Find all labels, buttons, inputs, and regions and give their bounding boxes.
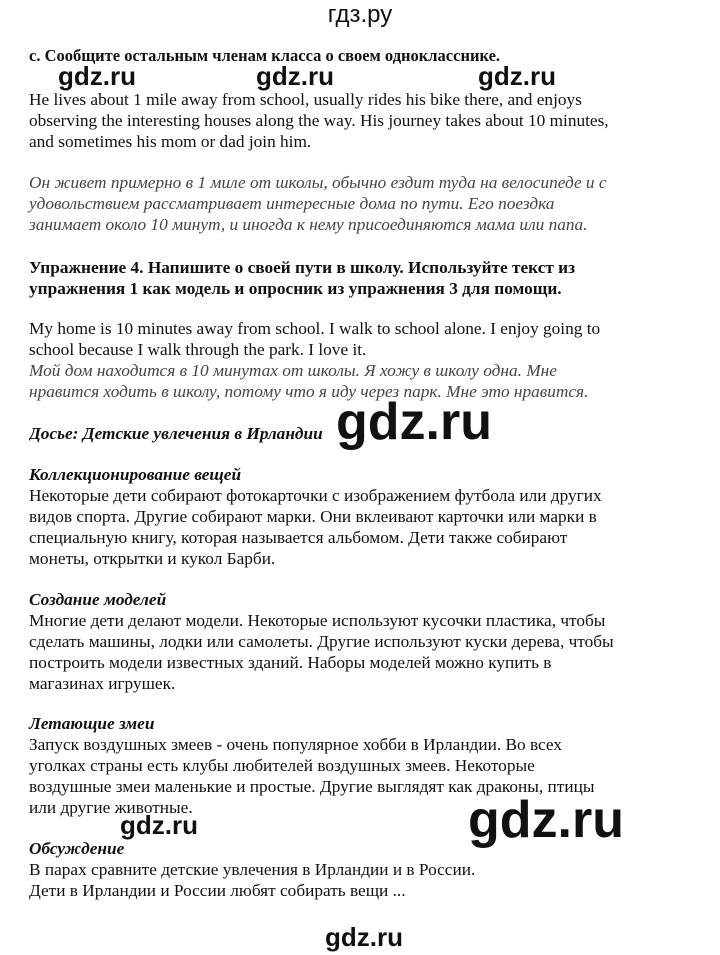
section-c-en-line: observing the interesting houses along the way. His journey takes about 10 minutes,	[29, 111, 609, 130]
dossier-title: Досье: Детские увлечения в Ирландии	[29, 424, 323, 443]
site-header: гдз.ру	[327, 1, 393, 28]
kites-line: Запуск воздушных змеев - очень популярное хобби в Ирландии. Во всех	[29, 735, 563, 754]
section-c-en-line: He lives about 1 mile away from school, usually rides his bike there, and enjoys	[29, 90, 582, 109]
section-c-ru-line: Он живет примерно в 1 миле от школы, обычно ездит туда на велосипеде и с	[29, 173, 607, 192]
section-c-ru-line: удовольствием рассматривает интересные дома по пути. Его поездка	[29, 194, 555, 213]
collecting-line: Некоторые дети собирают фотокарточки с изображением футбола или других	[29, 486, 602, 505]
collecting-line: специальную книгу, которая называется альбомом. Дети также собирают	[29, 528, 568, 547]
models-line: сделать машины, лодки или самолеты. Другие используют куски дерева, чтобы	[29, 632, 614, 651]
kites-line: уголках страны есть клубы любителей воздушных змеев. Некоторые	[29, 756, 535, 775]
collecting-line: монеты, открытки и кукол Барби.	[29, 549, 276, 568]
models-line: Многие дети делают модели. Некоторые используют кусочки пластика, чтобы	[29, 611, 606, 630]
section-c-ru-line: занимает около 10 минут, и иногда к нему присоединяются мама или папа.	[29, 215, 588, 234]
watermark: gdz.ru	[120, 810, 198, 840]
exercise4-ru-line: нравится ходить в школу, потому что я иду через парк. Мне это нравится.	[29, 382, 589, 401]
exercise4-en-line: My home is 10 minutes away from school. I walk to school alone. I enjoy going to	[29, 319, 601, 338]
kites-title: Летающие змеи	[29, 714, 155, 733]
models-line: построить модели известных зданий. Наборы моделей можно купить в	[29, 653, 552, 672]
discussion-line: Дети в Ирландии и России любят собирать вещи ...	[29, 881, 406, 900]
exercise4-heading-line: Упражнение 4. Напишите о своей пути в школу. Используйте текст из	[29, 258, 576, 277]
watermark: gdz.ru	[58, 61, 136, 91]
exercise4-ru-line: Мой дом находится в 10 минутах от школы. Я хожу в школу одна. Мне	[29, 361, 557, 380]
models-line: магазинах игрушек.	[29, 674, 176, 693]
section-c-en-line: and sometimes his mom or dad join him.	[29, 132, 312, 151]
watermark: gdz.ru	[478, 61, 556, 91]
kites-line: воздушные змеи маленькие и простые. Другие выглядят как драконы, птицы	[29, 777, 595, 796]
exercise4-en-line: school because I walk through the park. I love it.	[29, 340, 367, 359]
section-c-heading: c. Сообщите остальным членам класса о своем однокласснике.	[29, 46, 501, 65]
collecting-line: видов спорта. Другие собирают марки. Они вклеивают карточки или марки в	[29, 507, 597, 526]
collecting-title: Коллекционирование вещей	[29, 465, 242, 484]
watermark: gdz.ru	[325, 922, 403, 952]
kites-line: или другие животные.	[29, 798, 193, 817]
watermark: gdz.ru	[256, 61, 334, 91]
watermark: gdz.ru	[468, 791, 624, 849]
discussion-line: В парах сравните детские увлечения в Ирландии и в России.	[29, 860, 476, 879]
watermark: gdz.ru	[336, 393, 492, 451]
discussion-title: Обсуждение	[29, 839, 125, 858]
exercise4-heading-line: упражнения 1 как модель и опросник из упражнения 3 для помощи.	[29, 279, 562, 298]
models-title: Создание моделей	[29, 590, 167, 609]
